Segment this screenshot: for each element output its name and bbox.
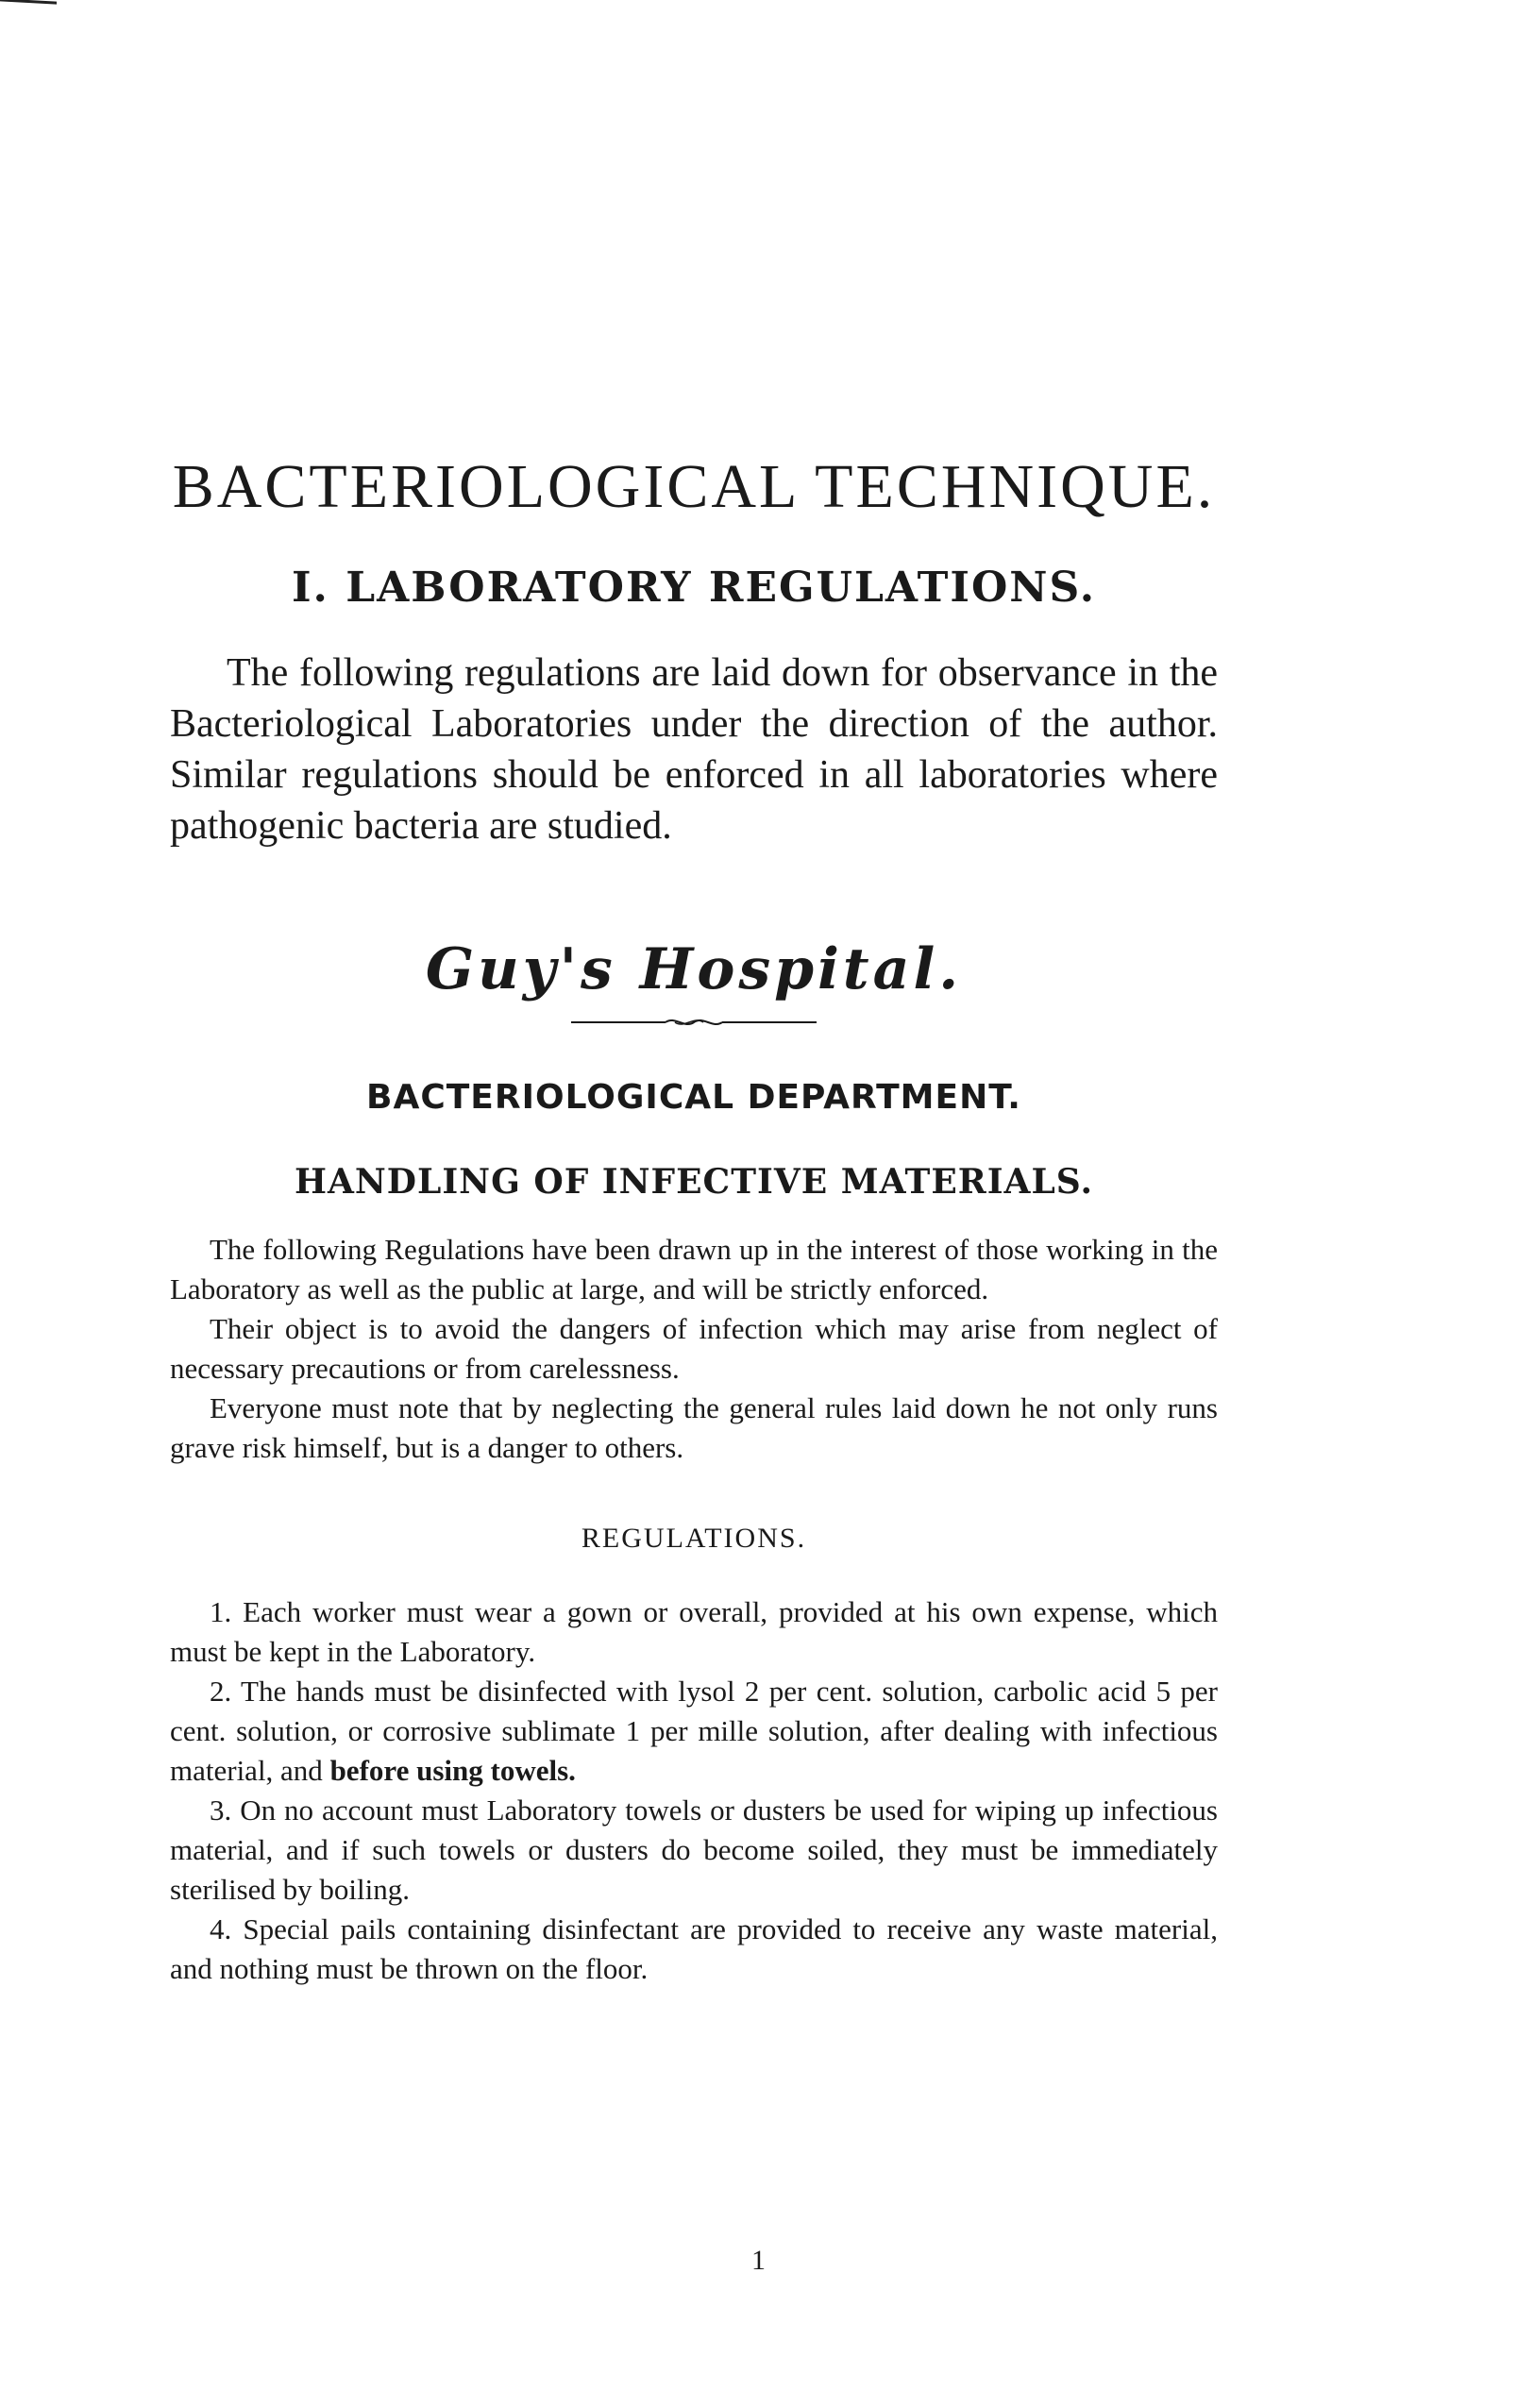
section-heading: I. LABORATORY REGULATIONS. xyxy=(291,563,1097,612)
book-title: BACTERIOLOGICAL TECHNIQUE. xyxy=(172,452,1216,521)
scan-corner-mark xyxy=(0,0,57,22)
notice-paragraph: Their object is to avoid the dangers of infection which may arise from neglect of necessary precautions or from carelessness. xyxy=(170,1311,1218,1385)
page-content xyxy=(170,453,1218,1989)
intro-paragraph: The following regulations are laid down for observance in the Bacteriological Laboratories under the direction of the author. Similar regulations should be enforced in all laboratories where pathogenic bacteria are studied. xyxy=(170,650,1218,848)
regulation-item: 4. Special pails containing disinfectant are provided to receive any waste material, and nothing must be thrown on the floor. xyxy=(170,1911,1218,1985)
notice-paragraph: The following Regulations have been drawn up in the interest of those working in the Laboratory as well as the public at large, and will be strictly enforced. xyxy=(170,1232,1218,1305)
notice-paragraphs xyxy=(170,1230,1218,1468)
regulation-item xyxy=(170,1672,1218,1791)
notice-paragraph: Everyone must note that by neglecting the general rules laid down he not only runs grave risk himself, but is a danger to others. xyxy=(170,1390,1218,1464)
regulations-label: REGULATIONS. xyxy=(581,1522,807,1554)
regulation-emphasis: before using towels. xyxy=(329,1753,576,1787)
page-number: 1 xyxy=(751,2245,766,2276)
regulation-text: 2. The hands must be disinfected with lysol 2 per cent. solution, carbolic acid 5 per cent. solution, or corrosive sublimate 1 per mille solution, after dealing with infectious material, and xyxy=(170,1674,1218,1787)
materials-heading: HANDLING OF INFECTIVE MATERIALS. xyxy=(294,1161,1094,1202)
hospital-name: Guy's Hospital. xyxy=(425,935,963,1002)
department-heading: BACTERIOLOGICAL DEPARTMENT. xyxy=(366,1077,1021,1117)
regulation-item: 3. On no account must Laboratory towels or dusters be used for wiping up infectious material, and if such towels or dusters do become soiled, they must be immediately sterilised by boiling. xyxy=(170,1793,1218,1906)
regulation-item: 1. Each worker must wear a gown or overall, provided at his own expense, which must be kept in the Laboratory. xyxy=(170,1594,1218,1668)
regulations-list xyxy=(170,1592,1218,1989)
ornament-divider xyxy=(571,1014,817,1031)
